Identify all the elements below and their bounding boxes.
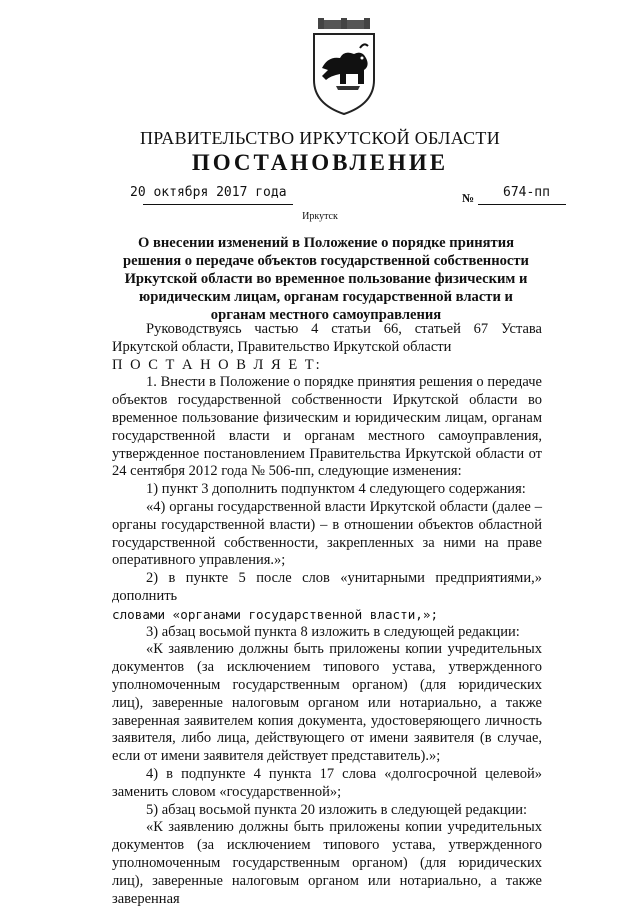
date-underline — [143, 204, 293, 205]
paragraph: 4) в подпункте 4 пункта 17 слова «долгосрочной целевой» заменить словом «государственной»; — [112, 765, 542, 800]
document-type: ПОСТАНОВЛЕНИЕ — [191, 150, 449, 175]
paragraph: 1. Внести в Положение о порядке принятия решения о передаче объектов государственной собственности Иркутской области во временное пользование физическим и юридическим лицам, органам государственной власти и органам местного самоуправления, утвержденное постановлением Правительства Иркутской области от 24 сентября 2012 года № 506-пп, следующие изменения: — [112, 374, 542, 480]
paragraph: Руководствуясь частью 4 статьи 66, статьей 67 Устава Иркутской области, Правительство Иркутской области — [112, 321, 542, 355]
paragraph: 1) пункт 3 дополнить подпунктом 4 следующего содержания: — [146, 481, 526, 498]
paragraph: 5) абзац восьмой пункта 20 изложить в следующей редакции: — [146, 801, 528, 818]
paragraph: 3) абзац восьмой пункта 8 изложить в следующей редакции: — [146, 623, 520, 640]
document-date: 20 октября 2017 года — [130, 185, 287, 200]
document-body — [112, 321, 542, 908]
government-name: ПРАВИТЕЛЬСТВО ИРКУТСКОЙ ОБЛАСТИ — [139, 128, 501, 148]
city: Иркутск — [302, 211, 338, 222]
document-number: 674-пп — [503, 185, 550, 200]
paragraph: «К заявлению должны быть приложены копии учредительных документов (за исключением типового устава, утвержденного уполномоченным государственным органом) (для юридических лиц), заверенные налоговым органом или нотариально, а также заверенная — [112, 819, 542, 907]
paragraph: 2) в пункте 5 после слов «унитарными предприятиями,» дополнить — [112, 570, 542, 604]
coat-of-arms-emblem — [300, 18, 388, 118]
document-title: О внесении изменений в Положение о порядке принятия решения о передаче объектов государственной собственности Иркутской области во временное пользование физическим и юридическим лицам, органам государственной власти и органам местного самоуправления — [123, 235, 529, 323]
paragraph: «К заявлению должны быть приложены копии учредительных документов (за исключением типового устава, утвержденного уполномоченным государственным органом) (для юридических лиц), заверенные налоговым органом или нотариально, а также заверенная заявителем копия документа, удостоверяющего личность заявителя, либо лица, действующего от имени заявителя (в случае, если от имени заявителя действует представитель).»; — [112, 641, 542, 765]
paragraph-continuation: словами «органами государственной власти,»; — [112, 606, 439, 622]
number-underline — [478, 204, 566, 205]
paragraph: «4) органы государственной власти Иркутской области (далее – органы государственной власти) – в отношении объектов областной государственной собственности, закрепленных за ними на праве оперативного управления.»; — [112, 498, 542, 569]
number-sign: № — [462, 191, 475, 205]
resolves-heading: П О С Т А Н О В Л Я Е Т: — [112, 356, 322, 373]
